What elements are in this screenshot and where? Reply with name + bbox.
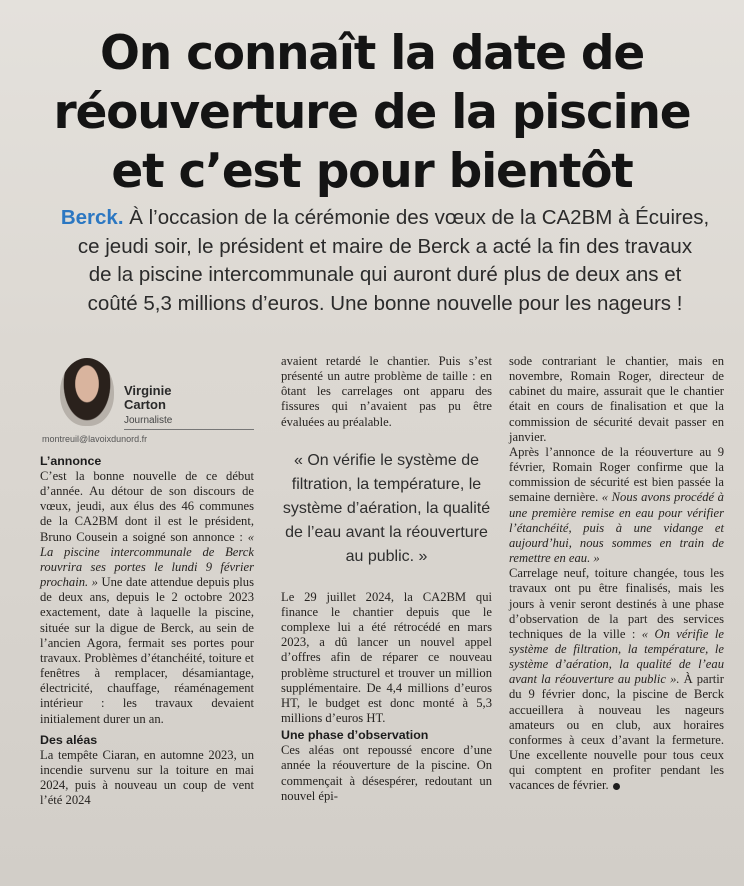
lead-line-1 <box>40 204 730 233</box>
author-divider <box>124 429 254 430</box>
lead-line-2: ce jeudi soir, le président et maire de Berck a acté la fin des travaux <box>77 234 693 258</box>
headline-line-1: On connaît la date de <box>99 26 645 81</box>
author-first-name: Virginie <box>124 383 172 398</box>
paragraph-reouverture <box>509 566 724 793</box>
article-column-3 <box>509 354 724 794</box>
author-email: montreuil@lavoixdunord.fr <box>42 434 148 444</box>
spacer <box>40 727 254 731</box>
paragraph-text: C’est la bonne nouvelle de ce début d’année. Au détour de son discours de vœux, jeudi, aux élus des 46 communes de la CA2BM dont il est le président, Bruno Cousein a soigné son annonce : <box>40 469 254 544</box>
paragraph-text: Carrelage neuf, toiture changée, tous les travaux ont pu être finalisés, mais les jours à venir seront destinés à une phase d’observation de la part des services techniques de la ville : <box>509 566 724 641</box>
paragraph-aleas: La tempête Ciaran, en automne 2023, un incendie survenu sur la toiture en mai 2024, puis à nouveau un coup de vent l’été 2024 <box>40 747 254 808</box>
paragraph-chantier: avaient retardé le chantier. Puis s’est présenté un autre problème de taille : en ôtant les carrelages ont apparu des fissures qui n’avaient pas pu être évaluées au préalable. <box>281 354 492 429</box>
paragraph-text: À partir du 9 février donc, la piscine de Berck accueillera à nouveau les nageurs amateurs ou en club, aux horaires conformes à ceux d’avant la fermeture. Une excellente nouvelle pour tous ceux qui comptent en profiter pendant les vacances de février. <box>509 672 724 793</box>
paragraph-text: Après l’annonce de la réouverture au 9 février, Romain Roger confirme que la commission de sécurité est bien passée la semaine dernière. <box>509 444 724 505</box>
lead-town: Berck. <box>60 206 124 229</box>
subhead-aleas: Des aléas <box>40 732 98 747</box>
headline-line-3: et c’est pour bientôt <box>111 144 633 199</box>
lead-line-3: de la piscine intercommunale qui auront duré plus de deux ans et <box>88 263 682 286</box>
end-of-article-icon <box>613 783 620 790</box>
author-avatar <box>60 358 114 426</box>
paragraph-novembre: sode contrariant le chantier, mais en novembre, Romain Roger, directeur de cabinet du maire, assurait que le chantier était en cours de finalisation et que la commission de sécurité devait passer en janvier. <box>509 354 724 444</box>
author-role: Journaliste <box>124 415 173 426</box>
paragraph-commission <box>509 445 724 566</box>
author-name <box>124 384 171 412</box>
quote-text: « Nous avons procédé à une première remise en eau pour vérifier l’étanchéité, puis à une vidange et aujourd’hui, nous sommes en train de remettre en eau. » <box>509 490 724 566</box>
subhead-annonce: L’annonce <box>40 454 102 468</box>
pull-quote: « On vérifie le système de filtration, la température, le système d’aération, la qualité de l’eau avant la réouverture au public. » <box>282 451 491 565</box>
quote-text: « On vérifie le système de filtration, la température, le système d’aération, la qualité de l’eau avant la réouverture au public ». <box>509 626 724 687</box>
author-last-name: Carton <box>124 397 166 412</box>
paragraph-annonce <box>40 469 254 727</box>
article-headline <box>40 24 704 201</box>
article-column-1 <box>40 452 254 808</box>
author-byline <box>40 356 256 446</box>
article-column-2 <box>281 354 492 804</box>
quote-text: « La piscine intercommunale de Berck rouvrira ses portes le lundi 9 février prochain. » <box>40 529 254 590</box>
paragraph-text: Une date attendue depuis plus de deux ans, depuis le 2 octobre 2023 exactement, date à laquelle la piscine, située sur la digue de Berck, au sein de l’ancien Agora, fermait ses portes pour travaux. Problèmes d’étanchéité, toiture et fenêtres à remplacer, désamiantage, électricité, chauffage, réaménagement intérieur : les travaux devaient initialement durer un an. <box>40 575 254 726</box>
lead-line-1-text: À l’occasion de la cérémonie des vœux de la CA2BM à Écuires, <box>123 206 710 229</box>
paragraph-budget: Le 29 juillet 2024, la CA2BM qui finance le chantier depuis que le complexe lui a été rétrocédé en mars 2023, a dû lancer un nouvel appel d’offres afin de réparer ce nouveau problème structurel et trouver un million supplémentaire. De 4,4 millions d’euros HT, le budget est donc monté à 5,3 millions d’euros HT. <box>281 589 492 726</box>
headline-line-2: réouverture de la piscine <box>53 85 691 140</box>
lead-line-4: coûté 5,3 millions d’euros. Une bonne nouvelle pour les nageurs ! <box>87 291 683 315</box>
subhead-observation: Une phase d’observation <box>281 728 429 743</box>
paragraph-observation: Ces aléas ont repoussé encore d’une année la réouverture de la piscine. On commençait à désespérer, redoutant un nouvel épi- <box>281 743 492 803</box>
article-lead <box>40 204 730 318</box>
